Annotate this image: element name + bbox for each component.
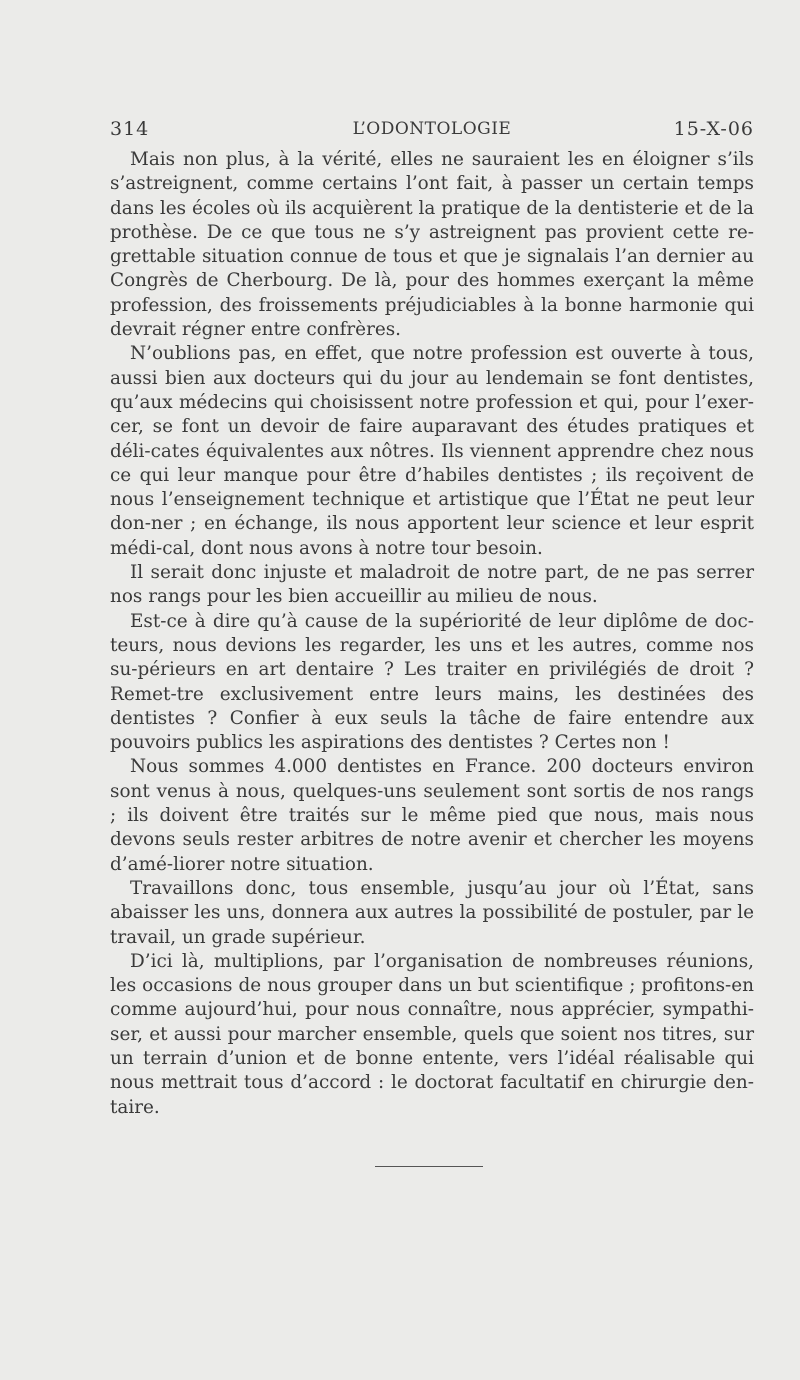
page-number: 314 (110, 118, 150, 140)
article-body (110, 148, 754, 1120)
paragraph: Mais non plus, à la vérité, elles ne sauraient les en éloigner s’ils s’astreignent, comme certains l’ont fait, à passer un certain temps dans les écoles où ils acquièrent la pratique de la dentisterie et de la prothèse. De ce que tous ne s’y astreignent pas provient cette re-grettable situation connue de tous et que je signalais l’an dernier au Congrès de Cherbourg. De là, pour des hommes exerçant la même profession, des froissements préjudiciables à la bonne harmonie qui devrait régner entre confrères. (110, 149, 754, 341)
paragraph: N’oublions pas, en effet, que notre profession est ouverte à tous, aussi bien aux docteurs qui du jour au lendemain se font dentistes, qu’aux médecins qui choisissent notre profession et qui, pour l’exer-cer, se font un devoir de faire auparavant des études pratiques et déli-cates équivalentes aux nôtres. Ils viennent apprendre chez nous ce qui leur manque pour être d’habiles dentistes ; ils reçoivent de nous l’enseignement technique et artistique que l’État ne peut leur don-ner ; en échange, ils nous apportent leur science et leur esprit médi-cal, dont nous avons à notre tour besoin. (110, 343, 754, 559)
journal-title: L’ODONTOLOGIE (352, 119, 512, 139)
paragraph: Travaillons donc, tous ensemble, jusqu’au jour où l’État, sans abaisser les uns, donnera aux autres la possibilité de postuler, par le travail, un grade supérieur. (110, 877, 754, 948)
issue-date: 15-X-06 (673, 118, 754, 140)
paragraph: D’ici là, multiplions, par l’organisation de nombreuses réunions, les occasions de nous grouper dans un but scientifique ; profitons-en comme aujourd’hui, pour nous connaître, nous apprécier, sympathi-ser, et aussi pour marcher ensemble, quels que soient nos titres, sur un terrain d’union et de bonne entente, vers l’idéal réalisable qui nous mettrait tous d’accord : le doctorat facultatif en chirurgie den-taire. (110, 950, 754, 1118)
running-header (110, 114, 754, 144)
paragraph: Il serait donc injuste et maladroit de notre part, de ne pas serrer nos rangs pour les bien accueillir au milieu de nous. (110, 562, 754, 608)
paragraph: Nous sommes 4.000 dentistes en France. 200 docteurs environ sont venus à nous, quelques-uns seulement sont sortis de nos rangs ; ils doivent être traités sur le même pied que nous, mais nous devons seuls rester arbitres de notre avenir et chercher les moyens d’amé-liorer notre situation. (110, 756, 754, 875)
paragraph: Est-ce à dire qu’à cause de la supériorité de leur diplôme de doc-teurs, nous devions les regarder, les uns et les autres, comme nos su-périeurs en art dentaire ? Les traiter en privilégiés de droit ? Remet-tre exclusivement entre leurs mains, les destinées des dentistes ? Confier à eux seuls la tâche de faire entendre aux pouvoirs publics les aspirations des dentistes ? Certes non ! (110, 610, 754, 754)
section-end-rule (375, 1166, 483, 1167)
